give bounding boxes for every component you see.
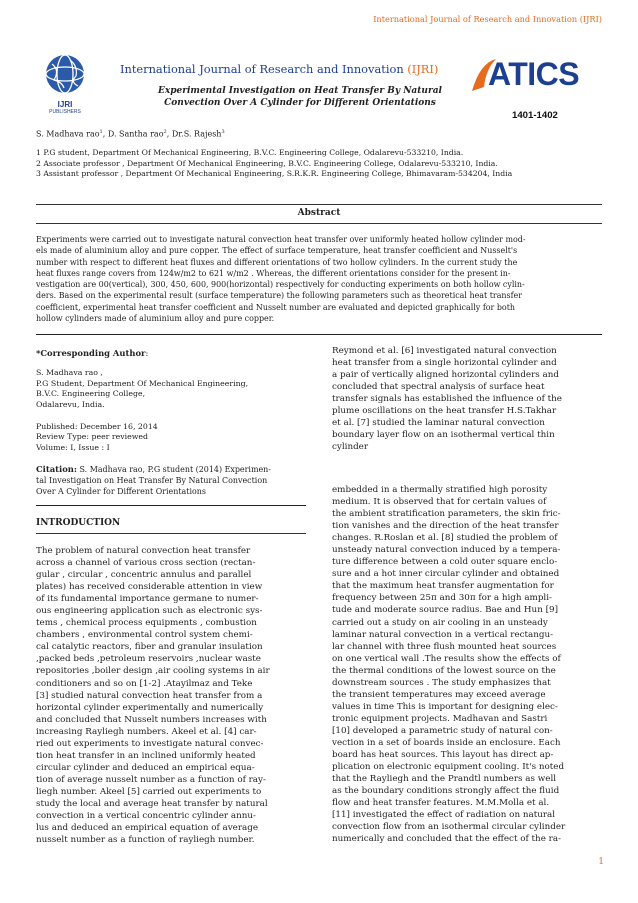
globe-icon (40, 52, 90, 96)
body-line: carried out a study on air cooling in an unsteady (332, 617, 548, 628)
page-number: 1 (598, 857, 604, 867)
body-line: ture difference between a cold outer square enclo- (332, 557, 558, 568)
abstract-line: heat fluxes range covers from 124w/m2 to 621 w/m2 . Whereas, the different orientations consider for the present in- (36, 268, 511, 278)
volume-issue: Volume: I, Issue : I (36, 442, 110, 452)
author-sup: 1 (99, 129, 103, 135)
paper-title-line: Convection Over A Cylinder for Different Orientations (164, 97, 436, 108)
body-line: vection in a set of boards inside an enclosure. Each (332, 737, 561, 748)
author-separator: , (102, 129, 108, 139)
body-line: concluded that spectral analysis of surface heat (332, 382, 545, 393)
corresponding-author-label: *Corresponding Author (36, 348, 146, 358)
abstract-bottom-rule (36, 334, 602, 335)
abstract-line: ders. Based on the experimental result (surface temperature) the following parameters such as theoretical heat transfer (36, 291, 523, 301)
abstract-heading-rule (36, 223, 602, 224)
journal-title-abbr: (IJRI) (407, 62, 439, 76)
intro-line: circular cylinder and deduced an empirical equa- (36, 762, 255, 773)
correspondence-line: Odalarevu, India. (36, 400, 105, 410)
intro-line: ried out experiments to investigate natural convec- (36, 738, 264, 749)
body-line: numerically and concluded that the effect of the ra- (332, 834, 562, 845)
body-line: medium. It is observed that for certain values of (332, 497, 547, 508)
author-sup: 3 (221, 129, 225, 135)
body-line: the transient temperatures may exceed average (332, 689, 546, 700)
body-line: as the boundary conditions strongly affect the fluid (332, 786, 560, 797)
intro-line: lus and deduced an empirical equation of average (36, 823, 259, 834)
intro-line: horizontal cylinder experimentally and numerically (36, 702, 264, 713)
body-line: tronic equipment projects. Madhavan and Sastri (332, 713, 548, 724)
running-header: International Journal of Research and Innovation (IJRI) (373, 14, 602, 24)
author-line (36, 127, 225, 140)
intro-line: increasing Rayliegh numbers. Akeel et al. [4] car- (36, 726, 257, 737)
abstract-line: hollow cylinders made of aluminium alloy and pure copper. (36, 314, 275, 324)
corresponding-author-details (36, 368, 248, 454)
body-line: transfer signals has established the influence of the (332, 394, 562, 405)
intro-line: nusselt number as a function of rayliegh number. (36, 835, 255, 846)
body-line: Reymond et al. [6] investigated natural convection (332, 346, 557, 356)
abstract-line: coefficient, experimental heat transfer coefficient and Nusselt number are evaluated and depicted graphically for both (36, 302, 516, 312)
affiliation-line: 3 Assistant professor , Department Of Mechanical Engineering, S.R.K.R. Engineering College, Bhimavaram-534204, India (36, 169, 513, 179)
journal-title (120, 62, 438, 76)
right-column-para1 (332, 345, 604, 453)
author-name: S. Madhava rao (36, 129, 100, 139)
body-line: lar channel with three flush mounted heat sources (332, 641, 557, 652)
citation-label: Citation: (36, 464, 77, 474)
atics-logo (470, 55, 602, 95)
intro-line: repositories ,boiler design ,air cooling systems in air (36, 666, 270, 677)
citation (36, 464, 308, 497)
body-line: sure and a hot inner circular cylinder and obtained (332, 569, 560, 580)
citation-line: Over A Cylinder for Different Orientations (36, 487, 206, 496)
body-line: [11] investigated the effect of radiation on natural (332, 810, 556, 821)
affiliation-line: 2 Associate professor , Department Of Mechanical Engineering, B.V.C. Engineering College, Odalarevu-533210, India. (36, 158, 498, 168)
review-type: Review Type: peer reviewed (36, 432, 149, 442)
body-line: the thermal conditions of the lowest source on the (332, 665, 556, 676)
citation-bottom-rule (36, 505, 306, 506)
introduction-heading: INTRODUCTION (36, 518, 121, 528)
abstract-line: Experiments were carried out to investigate natural convection heat transfer over uniformly heated hollow cylinder mod- (36, 235, 526, 244)
body-line: flow and heat transfer features. M.M.Molla et al. (332, 798, 550, 809)
body-line: the ambient stratification parameters, the skin fric- (332, 509, 561, 520)
introduction-heading-rule (36, 533, 306, 534)
intro-line: [3] studied natural convection heat transfer from a (36, 690, 263, 701)
intro-line: tion of average nusselt number as a function of ray- (36, 774, 266, 785)
correspondence-line: S. Madhava rao , (36, 368, 103, 377)
right-column-para2 (332, 484, 604, 845)
article-number: 1401-1402 (512, 110, 558, 121)
correspondence-line: B.V.C. Engineering College, (36, 389, 146, 399)
intro-line: liegh number. Akeel [5] carried out experiments to (36, 786, 262, 797)
atics-logo-text: ATICS (488, 56, 580, 92)
intro-line: chambers , environmental control system chemi- (36, 630, 253, 641)
journal-title-main: International Journal of Research and Innovation (120, 62, 408, 76)
body-line: tude and moderate source radius. Bae and Hun [9] (332, 605, 559, 616)
body-line: convection flow from an isothermal circular cylinder (332, 822, 566, 833)
body-line: embedded in a thermally stratified high porosity (332, 485, 548, 495)
body-line: boundary layer flow on an isothermal vertical thin (332, 430, 555, 441)
affiliations (36, 148, 606, 180)
paper-title (150, 86, 450, 109)
correspondence-line: P.G Student, Department Of Mechanical Engineering, (36, 378, 249, 388)
intro-line: ,packed beds ,petroleum reservoirs ,nuclear waste (36, 654, 261, 665)
author-separator: , (166, 129, 172, 139)
body-line: downstream sources . The study emphasizes that (332, 677, 551, 688)
corresponding-author-heading (36, 348, 148, 358)
body-line: values in time This is important for designing elec- (332, 701, 558, 712)
corresponding-author-colon: : (145, 348, 149, 358)
abstract-line: vestigation are 00(vertical), 300, 450, 600, 900(horizontal) respectively for conducting experiments on both hollow cylin- (36, 280, 525, 290)
intro-line: cal catalytic reactors, fiber and granular insulation (36, 642, 263, 653)
ijri-logo-text: IJRI (57, 100, 73, 109)
intro-line: across a channel of various cross section (rectan- (36, 558, 256, 569)
body-line: that the Rayliegh and the Prandtl numbers as well (332, 774, 557, 785)
body-line: that the maximum heat transfer augmentation for (332, 581, 554, 592)
author-sup: 2 (163, 129, 167, 135)
body-line: unsteady natural convection induced by a tempera- (332, 545, 561, 556)
body-line: plume oscillations on the heat transfer H.S.Takhar (332, 406, 557, 417)
intro-line: convection in a vertical concentric cylinder annu- (36, 811, 256, 822)
intro-line: The problem of natural convection heat transfer (36, 546, 251, 556)
abstract-line: number with respect to different heat fluxes and different orientations of two hollow cylinders. In the current study the (36, 257, 518, 267)
body-line: laminar natural convection in a vertical rectangu- (332, 629, 554, 640)
body-line: [10] developed a parametric study of natural con- (332, 725, 553, 736)
body-line: frequency between 25π and 30π for a high ampli- (332, 593, 552, 604)
abstract-heading: Abstract (297, 208, 341, 218)
affiliation-line: 1 P.G student, Department Of Mechanical Engineering, B.V.C. Engineering College, Odalarevu-533210, India. (36, 148, 464, 157)
author-name: D. Santha rao (107, 129, 164, 139)
intro-line: plates) has received considerable attention in view (36, 582, 263, 593)
body-line: a pair of vertically aligned horizontal cylinders and (332, 370, 560, 381)
body-line: plication on electronic equipment cooling. It's noted (332, 762, 565, 773)
abstract-line: els made of aluminium alloy and pure copper. The effect of surface temperature, heat transfer coefficient and Nusselt's (36, 246, 518, 256)
body-line: on one vertical wall .The results show the effects of (332, 653, 561, 664)
intro-line: conditioners and so on [1-2] .Atayilmaz and Teke (36, 678, 253, 689)
body-line: et al. [7] studied the laminar natural convection (332, 418, 545, 429)
intro-line: gular , circular , concentric annulus and parallel (36, 570, 252, 581)
body-line: cylinder (332, 442, 369, 453)
ijri-logo (40, 52, 90, 116)
intro-line: tion heat transfer in an inclined uniformly heated (36, 750, 256, 761)
intro-line: ous engineering application such as electronic sys- (36, 606, 263, 617)
body-line: board has heat sources. This layout has direct ap- (332, 750, 554, 761)
citation-line: tal Investigation on Heat Transfer By Natural Convection (36, 476, 268, 485)
body-line: heat transfer from a single horizontal cylinder and (332, 358, 557, 369)
intro-line: tems , chemical process equipments , combustion (36, 618, 257, 629)
intro-line: of its fundamental importance germane to numer- (36, 594, 259, 605)
author-name: Dr.S. Rajesh (171, 129, 222, 139)
ijri-logo-subtext: PUBLISHERS (49, 109, 81, 115)
intro-line: and concluded that Nusselt numbers increases with (36, 714, 267, 725)
body-line: tion vanishes and the direction of the heat transfer (332, 521, 559, 532)
body-line: changes. R.Roslan et al. [8] studied the problem of (332, 533, 558, 544)
paper-title-line: Experimental Investigation on Heat Transfer By Natural (158, 86, 442, 96)
abstract-text (36, 234, 602, 324)
intro-line: study the local and average heat transfer by natural (36, 798, 268, 809)
published-date: Published: December 16, 2014 (36, 421, 158, 431)
citation-line: S. Madhava rao, P.G student (2014) Experimen- (76, 465, 271, 474)
introduction-text (36, 545, 306, 846)
abstract-top-rule (36, 204, 602, 205)
